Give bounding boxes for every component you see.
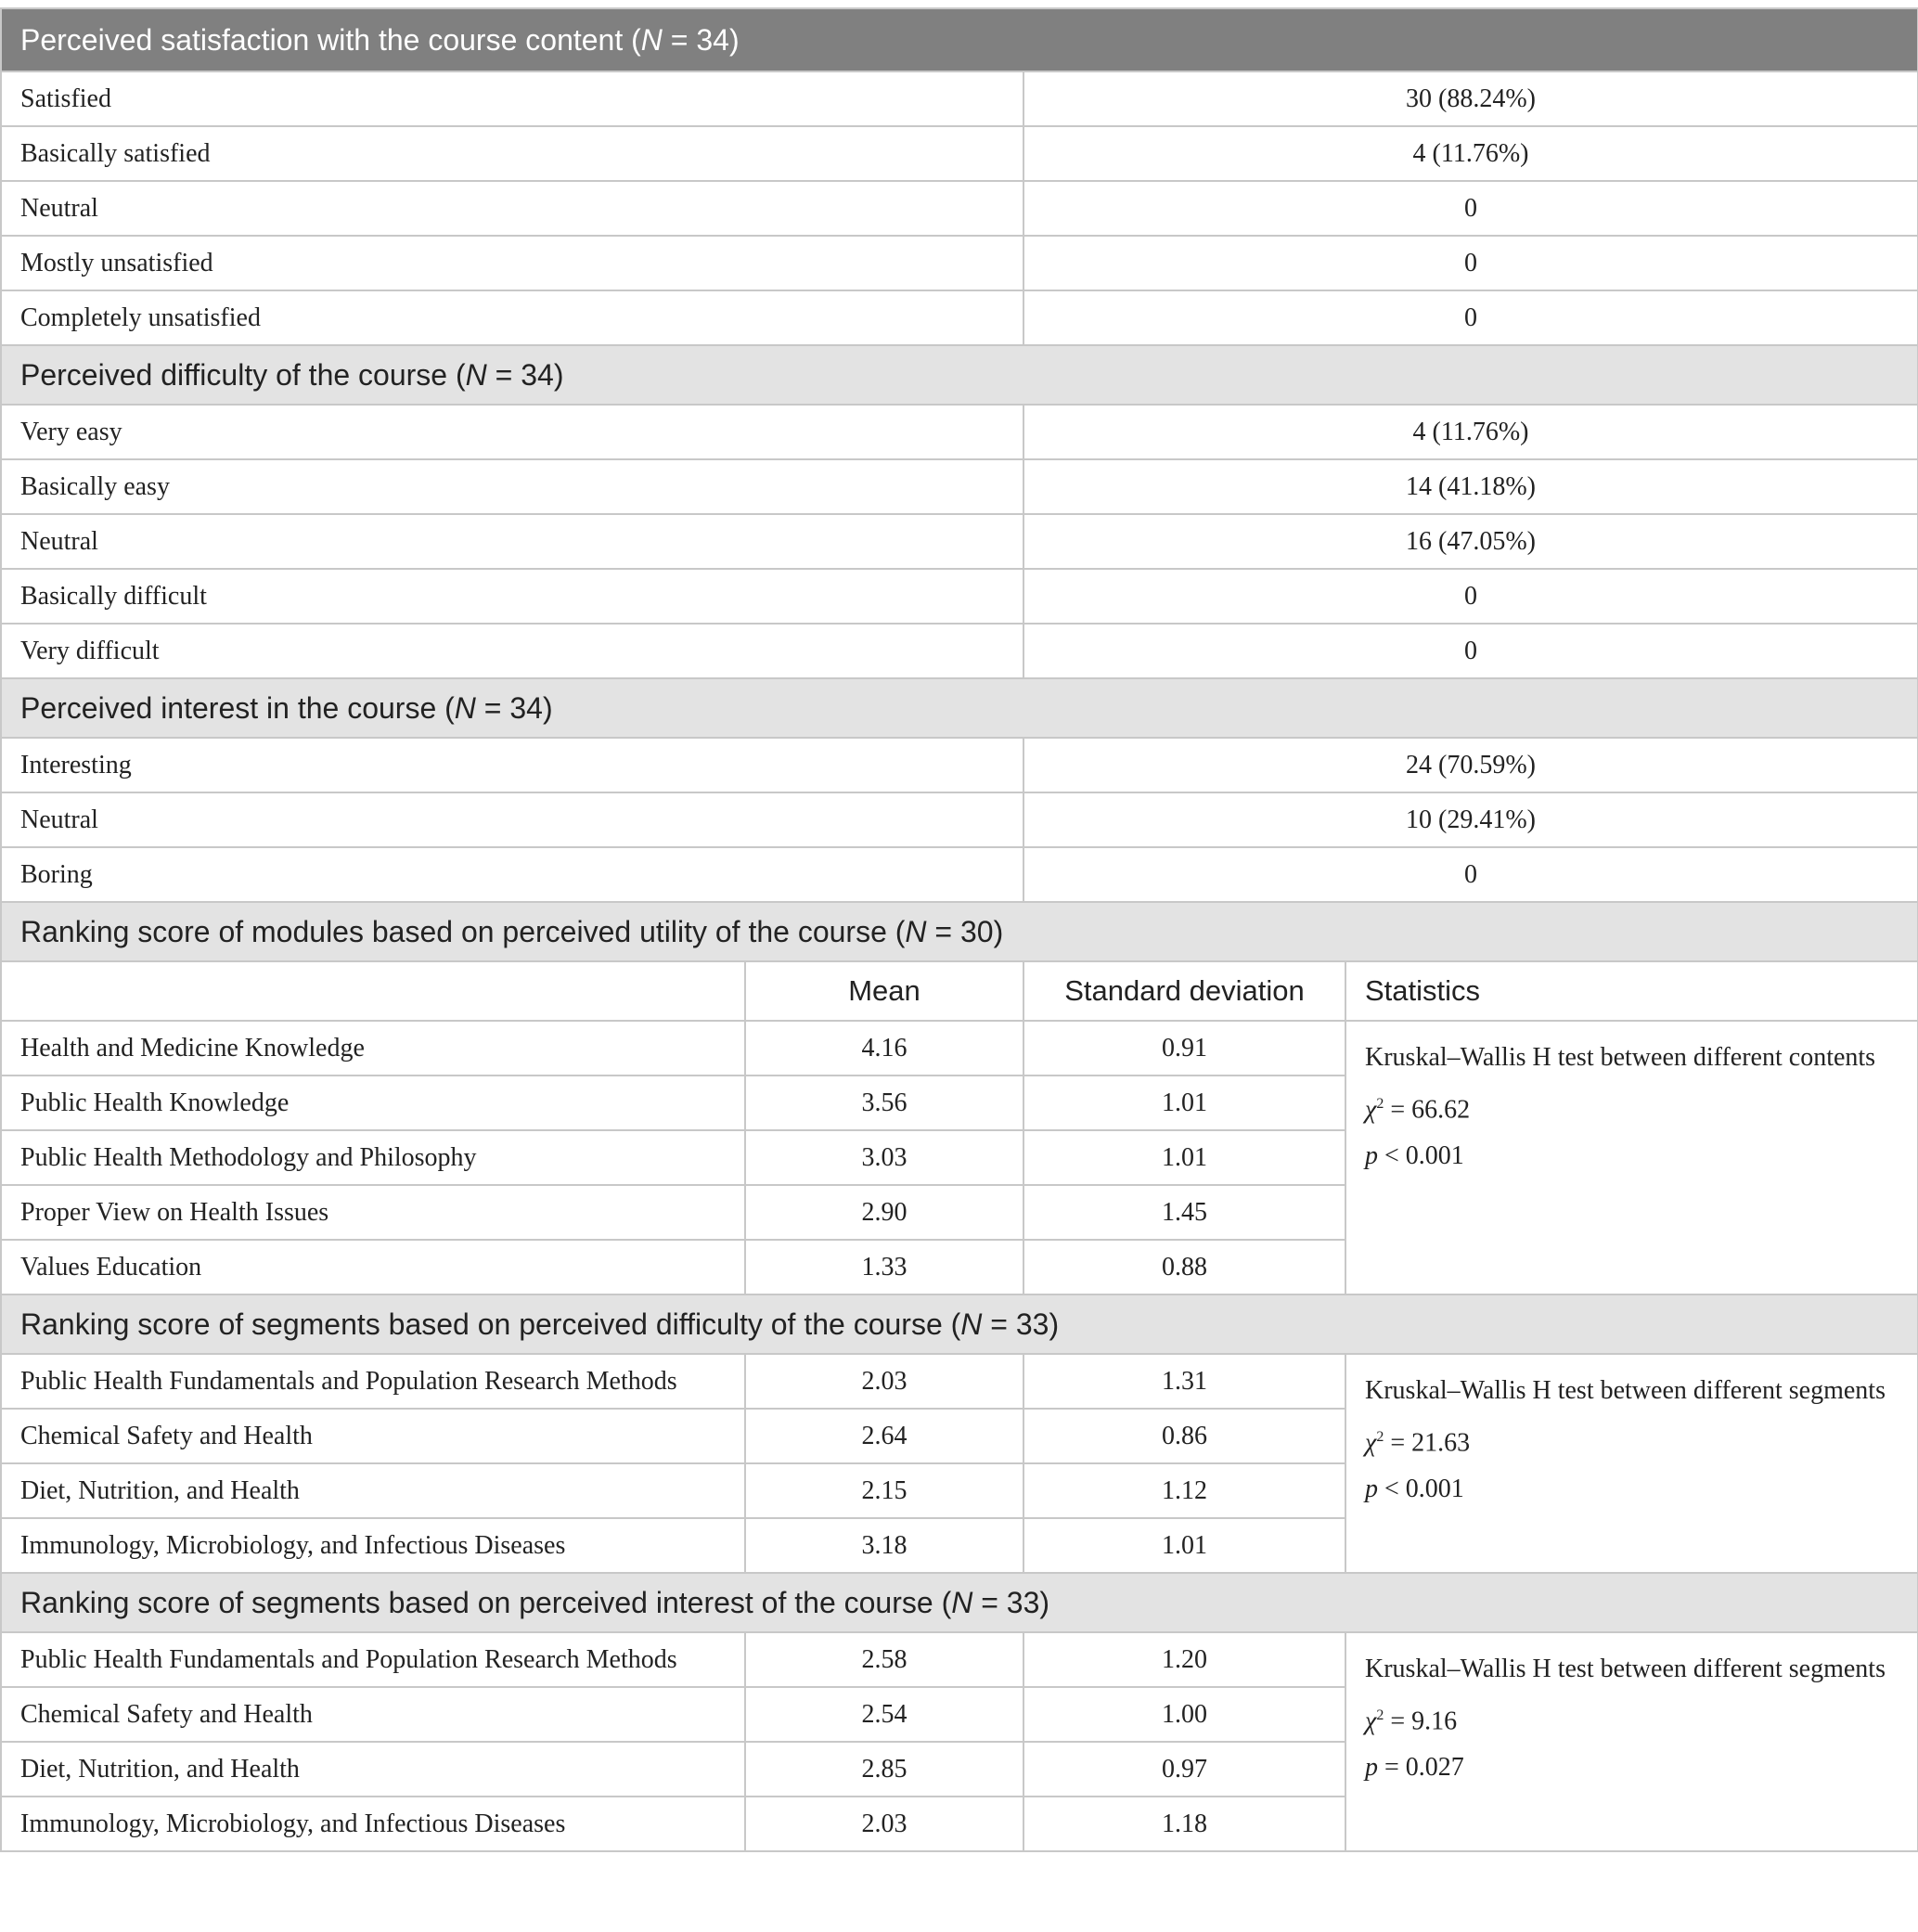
column-header-statistics: Statistics — [1345, 961, 1918, 1021]
row-mean: 2.58 — [745, 1632, 1023, 1687]
section-title: Ranking score of segments based on perceived interest of the course (N = 33) — [1, 1573, 1918, 1632]
chi-square-value: $\chi^2 = 66.62$ — [1365, 1095, 1471, 1125]
row-label: Immunology, Microbiology, and Infectious Diseases — [1, 1797, 745, 1851]
statistics-cell — [1345, 1632, 1918, 1851]
row-value: 14 (41.18%) — [1023, 459, 1918, 514]
test-name: Kruskal–Wallis H test between different contents — [1365, 1043, 1876, 1072]
row-sd: 0.86 — [1023, 1409, 1345, 1463]
row-label: Diet, Nutrition, and Health — [1, 1742, 745, 1797]
section-header-difficulty-ranking — [1, 1294, 1918, 1354]
row-value: 4 (11.76%) — [1023, 405, 1918, 459]
table-row — [1, 1354, 1918, 1409]
row-label: Public Health Knowledge — [1, 1075, 745, 1130]
table-row — [1, 459, 1918, 514]
row-sd: 1.01 — [1023, 1130, 1345, 1185]
survey-results-table — [0, 7, 1918, 1852]
row-value: 4 (11.76%) — [1023, 126, 1918, 181]
table-row — [1, 181, 1918, 236]
table-row — [1, 71, 1918, 126]
row-label: Mostly unsatisfied — [1, 236, 1023, 290]
section-header-utility-ranking — [1, 902, 1918, 961]
row-sd: 1.45 — [1023, 1185, 1345, 1240]
table-row — [1, 290, 1918, 345]
section-header-interest-ranking — [1, 1573, 1918, 1632]
row-label: Neutral — [1, 181, 1023, 236]
section-title: Ranking score of segments based on perceived difficulty of the course (N = 33) — [1, 1294, 1918, 1354]
column-header-blank — [1, 961, 745, 1021]
column-header-row — [1, 961, 1918, 1021]
table-row — [1, 405, 1918, 459]
table-row — [1, 738, 1918, 792]
test-name: Kruskal–Wallis H test between different segments — [1365, 1655, 1886, 1683]
row-label: Diet, Nutrition, and Health — [1, 1463, 745, 1518]
row-value: 0 — [1023, 290, 1918, 345]
row-label: Very easy — [1, 405, 1023, 459]
table-row — [1, 569, 1918, 624]
row-sd: 1.20 — [1023, 1632, 1345, 1687]
row-value: 0 — [1023, 236, 1918, 290]
row-mean: 2.03 — [745, 1354, 1023, 1409]
row-label: Public Health Fundamentals and Population Research Methods — [1, 1632, 745, 1687]
row-label: Neutral — [1, 792, 1023, 847]
row-mean: 3.56 — [745, 1075, 1023, 1130]
p-value: p < 0.001 — [1365, 1141, 1464, 1171]
row-label: Boring — [1, 847, 1023, 902]
row-sd: 1.18 — [1023, 1797, 1345, 1851]
row-value: 24 (70.59%) — [1023, 738, 1918, 792]
row-label: Basically satisfied — [1, 126, 1023, 181]
p-value: p = 0.027 — [1365, 1753, 1464, 1783]
chi-square-value: $\chi^2 = 21.63$ — [1365, 1428, 1471, 1458]
table-row — [1, 126, 1918, 181]
section-title: Perceived difficulty of the course (N = 34) — [1, 345, 1918, 405]
statistics-cell — [1345, 1354, 1918, 1573]
section-title: Perceived interest in the course (N = 34) — [1, 678, 1918, 738]
row-mean: 2.03 — [745, 1797, 1023, 1851]
row-label: Public Health Fundamentals and Population Research Methods — [1, 1354, 745, 1409]
row-label: Chemical Safety and Health — [1, 1409, 745, 1463]
row-sd: 0.88 — [1023, 1240, 1345, 1294]
row-label: Very difficult — [1, 624, 1023, 678]
section-header-satisfaction — [1, 8, 1918, 71]
row-value: 16 (47.05%) — [1023, 514, 1918, 569]
row-value: 0 — [1023, 624, 1918, 678]
table-row — [1, 624, 1918, 678]
row-mean: 2.90 — [745, 1185, 1023, 1240]
column-header-mean: Mean — [745, 961, 1023, 1021]
table-row — [1, 847, 1918, 902]
row-mean: 2.54 — [745, 1687, 1023, 1742]
row-label: Satisfied — [1, 71, 1023, 126]
table-row — [1, 792, 1918, 847]
section-header-interest — [1, 678, 1918, 738]
table-row — [1, 236, 1918, 290]
statistics-cell — [1345, 1021, 1918, 1294]
row-sd: 1.01 — [1023, 1075, 1345, 1130]
row-value: 0 — [1023, 181, 1918, 236]
row-mean: 2.85 — [745, 1742, 1023, 1797]
section-title: Perceived satisfaction with the course content (N = 34) — [1, 8, 1918, 71]
table-row — [1, 514, 1918, 569]
row-sd: 1.00 — [1023, 1687, 1345, 1742]
row-sd: 0.97 — [1023, 1742, 1345, 1797]
row-label: Basically difficult — [1, 569, 1023, 624]
row-sd: 1.31 — [1023, 1354, 1345, 1409]
section-title: Ranking score of modules based on perceived utility of the course (N = 30) — [1, 902, 1918, 961]
table-row — [1, 1021, 1918, 1075]
row-value: 0 — [1023, 847, 1918, 902]
row-value: 30 (88.24%) — [1023, 71, 1918, 126]
row-mean: 2.15 — [745, 1463, 1023, 1518]
row-sd: 1.12 — [1023, 1463, 1345, 1518]
row-label: Proper View on Health Issues — [1, 1185, 745, 1240]
row-sd: 1.01 — [1023, 1518, 1345, 1573]
row-label: Neutral — [1, 514, 1023, 569]
row-label: Values Education — [1, 1240, 745, 1294]
row-label: Interesting — [1, 738, 1023, 792]
section-header-difficulty — [1, 345, 1918, 405]
row-mean: 3.03 — [745, 1130, 1023, 1185]
row-value: 0 — [1023, 569, 1918, 624]
row-mean: 1.33 — [745, 1240, 1023, 1294]
row-label: Basically easy — [1, 459, 1023, 514]
row-label: Public Health Methodology and Philosophy — [1, 1130, 745, 1185]
row-value: 10 (29.41%) — [1023, 792, 1918, 847]
column-header-sd: Standard deviation — [1023, 961, 1345, 1021]
row-mean: 4.16 — [745, 1021, 1023, 1075]
row-label: Completely unsatisfied — [1, 290, 1023, 345]
row-label: Chemical Safety and Health — [1, 1687, 745, 1742]
row-mean: 2.64 — [745, 1409, 1023, 1463]
test-name: Kruskal–Wallis H test between different segments — [1365, 1376, 1886, 1405]
row-sd: 0.91 — [1023, 1021, 1345, 1075]
p-value: p < 0.001 — [1365, 1475, 1464, 1504]
row-label: Immunology, Microbiology, and Infectious Diseases — [1, 1518, 745, 1573]
chi-square-value: $\chi^2 = 9.16$ — [1365, 1707, 1458, 1736]
table-row — [1, 1632, 1918, 1687]
row-label: Health and Medicine Knowledge — [1, 1021, 745, 1075]
row-mean: 3.18 — [745, 1518, 1023, 1573]
